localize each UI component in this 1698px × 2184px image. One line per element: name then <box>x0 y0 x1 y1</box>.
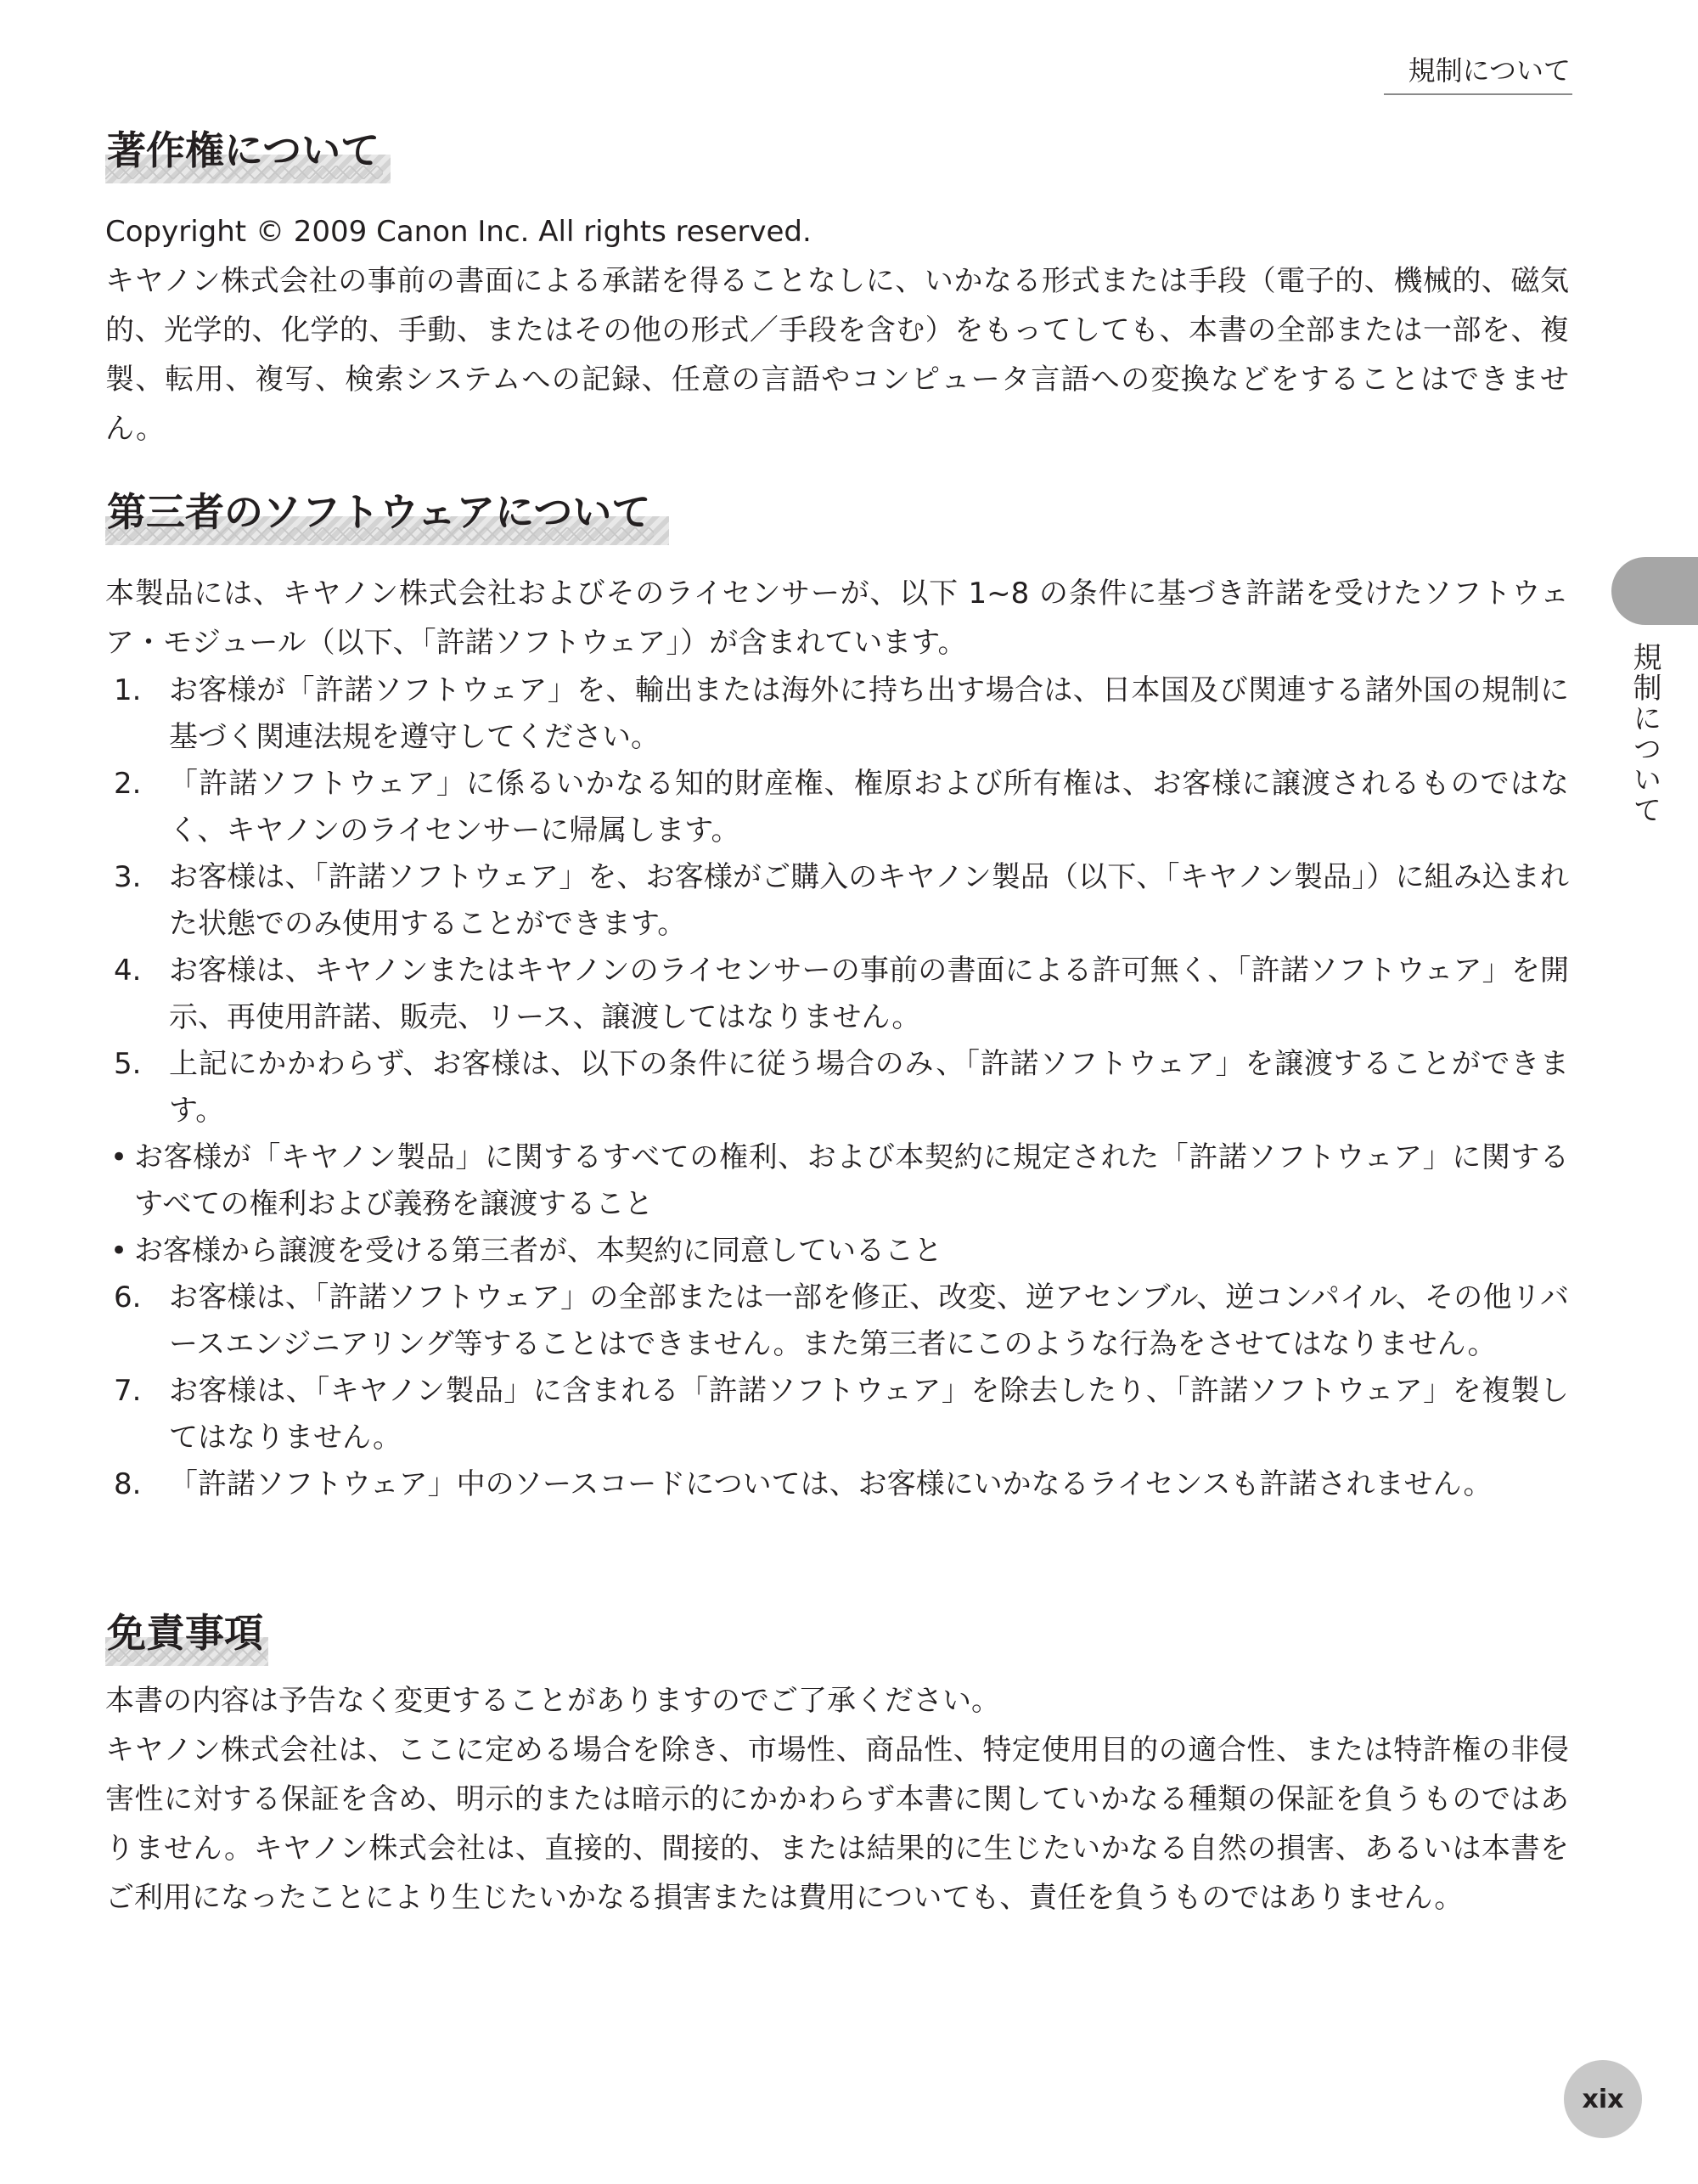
page-number: xix <box>1564 2060 1642 2138</box>
list-item-text: 「許諾ソフトウェア」中のソースコードについては、お客様にいかなるライセンスも許諾されません。 <box>169 1467 1493 1501</box>
list-marker: • <box>110 1140 128 1174</box>
third-party-intro: 本製品には、キヤノン株式会社およびそのライセンサーが、以下 1~8 の条件に基づき許諾を受けたソフトウェア・モジュール（以下、「許諾ソフトウェア」）が含まれています。 <box>105 577 1569 660</box>
list-item <box>105 1461 1569 1508</box>
third-party-heading: 第三者のソフトウェアについて <box>105 489 654 541</box>
list-marker: 2. <box>114 767 142 801</box>
copyright-body: キヤノン株式会社の事前の書面による承諾を得ることなしに、いかなる形式または手段（電子的、機械的、磁気的、光学的、化学的、手動、またはその他の形式／手段を含む）をもってしても、本書の全部または一部を、複製、転用、複写、検索システムへの記録、任意の言語やコンピュータ言語への変換などをすることはできません。 <box>105 264 1569 446</box>
list-item <box>105 854 1569 948</box>
disclaimer-heading: 免責事項 <box>105 1610 267 1662</box>
list-item <box>105 1275 1569 1368</box>
chapter-tab-label: 規制について <box>1628 642 1661 825</box>
list-item <box>105 948 1569 1041</box>
disclaimer-notice: 本書の内容は予告なく変更することがありますのでご了承ください。 <box>105 1684 1000 1718</box>
running-header: 規制について <box>1408 54 1571 87</box>
license-conditions-list <box>105 667 1569 1508</box>
list-item-text: お客様は、「許諾ソフトウェア」の全部または一部を修正、改変、逆アセンブル、逆コンパイル、その他リバースエンジニアリング等することはできません。また第三者にこのような行為をさせてはなりません。 <box>169 1281 1569 1361</box>
list-item-text: お客様は、キヤノンまたはキヤノンのライセンサーの事前の書面による許可無く、「許諾ソフトウェア」を開示、再使用許諾、販売、リース、譲渡してはなりません。 <box>169 954 1569 1034</box>
list-item <box>105 1228 1569 1275</box>
list-marker: 4. <box>114 954 142 988</box>
disclaimer-body: キヤノン株式会社は、ここに定める場合を除き、市場性、商品性、特定使用目的の適合性、または特許権の非侵害性に対する保証を含め、明示的または暗示的にかかわらず本書に関していかなる種類の保証を負うものではありません。キヤノン株式会社は、直接的、間接的、または結果的に生じたいかなる自然の損害、あるいは本書をご利用になったことにより生じたいかなる損害または費用についても、責任を負うものではありません。 <box>105 1733 1569 1915</box>
list-item <box>105 761 1569 854</box>
list-item <box>105 1041 1569 1134</box>
list-marker: 1. <box>114 673 142 707</box>
list-item <box>105 1134 1569 1228</box>
list-marker: 7. <box>114 1374 142 1408</box>
list-marker: 3. <box>114 860 142 894</box>
list-marker: 8. <box>114 1467 142 1501</box>
running-header-rule <box>1384 93 1572 95</box>
list-item-text: お客様が「許諾ソフトウェア」を、輸出または海外に持ち出す場合は、日本国及び関連する諸外国の規制に基づく関連法規を遵守してください。 <box>169 673 1569 754</box>
copyright-notice: Copyright © 2009 Canon Inc. All rights reserved. <box>105 215 812 249</box>
list-item-text: お客様は、「許諾ソフトウェア」を、お客様がご購入のキヤノン製品（以下、「キヤノン製品」）に組み込まれた状態でのみ使用することができます。 <box>169 860 1569 941</box>
list-item <box>105 667 1569 761</box>
list-item <box>105 1368 1569 1461</box>
copyright-heading: 著作権について <box>105 127 383 179</box>
list-item-text: お客様は、「キヤノン製品」に含まれる「許諾ソフトウェア」を除去したり、「許諾ソフトウェア」を複製してはなりません。 <box>169 1374 1569 1455</box>
list-item-text: 上記にかかわらず、お客様は、以下の条件に従う場合のみ、「許諾ソフトウェア」を譲渡することができます。 <box>169 1047 1569 1128</box>
list-marker: • <box>110 1234 128 1268</box>
chapter-tab <box>1611 557 1698 625</box>
list-marker: 5. <box>114 1047 142 1081</box>
list-item-text: お客様から譲渡を受ける第三者が、本契約に同意していること <box>134 1234 942 1268</box>
list-item-text: 「許諾ソフトウェア」に係るいかなる知的財産権、権原および所有権は、お客様に譲渡されるものではなく、キヤノンのライセンサーに帰属します。 <box>169 767 1569 847</box>
list-marker: 6. <box>114 1281 142 1314</box>
list-item-text: お客様が「キヤノン製品」に関するすべての権利、および本契約に規定された「許諾ソフトウェア」に関するすべての権利および義務を譲渡すること <box>134 1140 1569 1221</box>
